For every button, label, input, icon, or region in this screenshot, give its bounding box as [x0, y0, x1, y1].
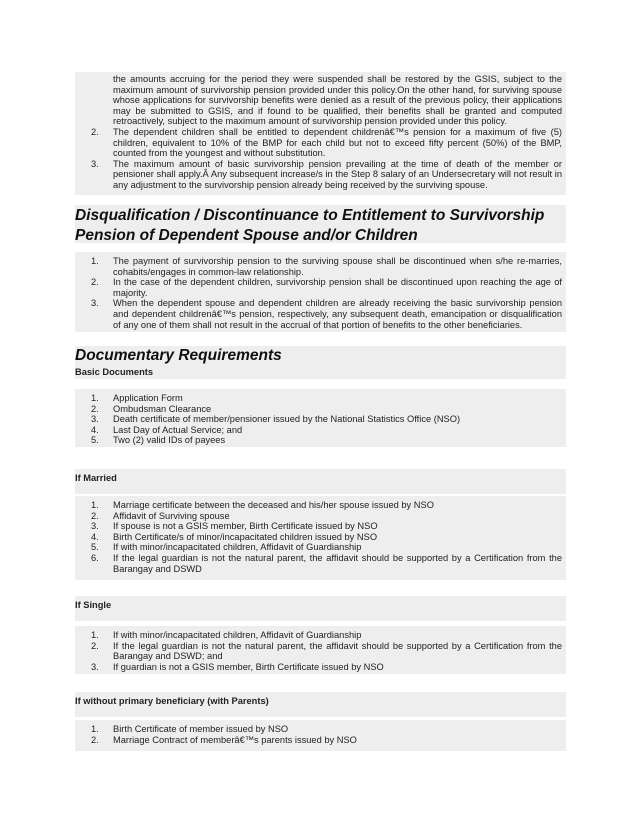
if-married-list — [91, 500, 562, 574]
list-item: 4. Last Day of Actual Service; and — [91, 424, 243, 435]
disqualification-list — [91, 256, 562, 330]
if-married-heading: If Married — [75, 469, 566, 494]
if-single-block — [75, 626, 566, 674]
documentary-heading-block — [75, 346, 566, 379]
list-item: 5. If with minor/incapacitated children, Affidavit of Guardianship — [91, 542, 362, 553]
disqualification-heading-block — [75, 205, 566, 243]
continued-list-block — [75, 72, 566, 195]
list-item: 1. The payment of survivorship pension to the surviving spouse shall be discontinued when s/he re-marries, cohabits/engages in common-law relationship. — [91, 256, 562, 277]
if-single-heading: If Single — [75, 596, 566, 621]
list-item: 2. If the legal guardian is not the natural parent, the affidavit should be supported by a Certification from the Barangay and DSWD; and — [91, 640, 562, 662]
list-item: 2. Affidavit of Surviving spouse — [91, 510, 230, 521]
list-item: 6. If the legal guardian is not the natural parent, the affidavit should be supported by a Certification from the Barangay and DSWD — [91, 552, 562, 574]
basic-documents-list — [91, 393, 562, 446]
list-item: 2. In the case of the dependent children, survivorship pension shall be discontinued upon reaching the age of majority. — [91, 277, 562, 298]
if-married-block — [75, 496, 566, 580]
list-item: 3. The maximum amount of basic survivorship pension prevailing at the time of death of the member or pensioner shall apply.Â Any subsequent increase/s in the Step 8 salary of an Undersecretary will not result in any adjustment to the survivorship pension already being received by the surviving spouse. — [91, 158, 562, 190]
basic-documents-label: Basic Documents — [75, 367, 154, 377]
list-item: the amounts accruing for the period they were suspended shall be restored by the GSIS, subject to the maximum amount of survivorship pension provided under this policy.On the other hand, for surviving spouse whose applications for survivorship benefits were denied as a result of the previous policy, their applications may be submitted to GSIS, and if found to be qualified, their benefits shall be granted and computed retroactively, subject to the maximum amount of survivorship pension provided under this policy. — [113, 74, 562, 127]
continued-list — [91, 74, 562, 191]
list-item: 3. If guardian is not a GSIS member, Birth Certificate issued by NSO — [91, 661, 384, 672]
list-item: 3. When the dependent spouse and dependent children are already receiving the basic survivorship pension and dependent childrenâ€™s pension, respectively, any subsequent death, emancipation or disqualification of any one of them shall not result in the accrual of that portion of benefits to the other beneficiaries. — [91, 298, 562, 330]
documentary-heading: Documentary Requirements — [75, 347, 282, 364]
list-item: 1. Birth Certificate of member issued by NSO — [91, 724, 289, 734]
list-item: 2. Marriage Contract of memberâ€™s parents issued by NSO — [91, 734, 357, 745]
list-item: 4. Birth Certificate/s of minor/incapacitated children issued by NSO — [91, 531, 378, 542]
if-with-parents-list — [91, 724, 562, 745]
list-item: 3. If spouse is not a GSIS member, Birth Certificate issued by NSO — [91, 521, 378, 532]
list-item: 2. Ombudsman Clearance — [91, 403, 212, 414]
disqualification-list-block — [75, 252, 566, 332]
list-item: 1. If with minor/incapacitated children, Affidavit of Guardianship — [91, 630, 362, 640]
disqualification-heading: Disqualification / Discontinuance to Entitlement to Survivorship Pension of Dependent Spouse and/or Children — [75, 207, 545, 244]
list-item: 5. Two (2) valid IDs of payees — [91, 435, 226, 446]
if-with-parents-heading: If without primary beneficiary (with Parents) — [75, 692, 566, 717]
list-item: 1. Marriage certificate between the deceased and his/her spouse issued by NSO — [91, 500, 434, 510]
list-item: 1. Application Form — [91, 393, 183, 403]
if-with-parents-block — [75, 720, 566, 751]
basic-documents-block — [75, 389, 566, 447]
list-item: 3. Death certificate of member/pensioner issued by the National Statistics Office (NSO) — [91, 414, 461, 425]
if-single-list — [91, 630, 562, 672]
list-item: 2. The dependent children shall be entitled to dependent childrenâ€™s pension for a maximum of five (5) children, equivalent to 10% of the BMP for each child but not to exceed fifty percent (50%) of the BMP, counted from the youngest and without substitution. — [91, 126, 562, 159]
